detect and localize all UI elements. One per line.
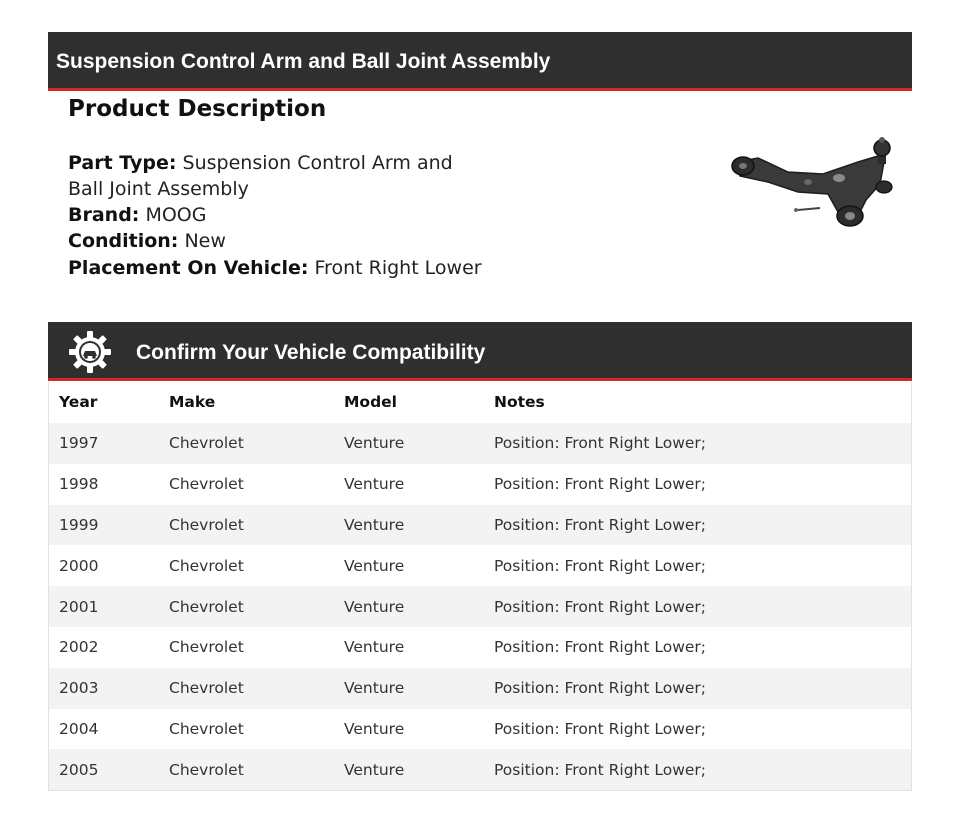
- column-header-model: Model: [344, 393, 397, 411]
- cell-year: 2003: [59, 679, 99, 698]
- cell-make: Chevrolet: [169, 556, 244, 575]
- cell-model: Venture: [344, 719, 405, 738]
- column-header-year: Year: [59, 393, 98, 411]
- cell-year: 2005: [59, 760, 99, 779]
- column-header-make: Make: [169, 393, 216, 411]
- cell-notes: Position: Front Right Lower;: [494, 679, 707, 698]
- condition-value: New: [184, 230, 226, 252]
- cell-model: Venture: [344, 556, 405, 575]
- cell-make: Chevrolet: [169, 515, 244, 534]
- cell-year: 2002: [59, 638, 99, 657]
- table-row: [49, 627, 912, 668]
- cell-year: 2000: [59, 556, 99, 575]
- brand-label: Brand:: [68, 204, 140, 226]
- placement-label: Placement On Vehicle:: [68, 257, 309, 279]
- cell-make: Chevrolet: [169, 597, 244, 616]
- condition-label: Condition:: [68, 230, 179, 252]
- table-row: [49, 545, 912, 586]
- part-type-value-cont: Ball Joint Assembly: [68, 178, 249, 200]
- control-arm-image: [728, 132, 908, 234]
- table-row: [49, 668, 912, 709]
- condition-line: [68, 228, 226, 254]
- cell-year: 2001: [59, 597, 99, 616]
- table-row: [49, 749, 912, 790]
- cell-notes: Position: Front Right Lower;: [494, 515, 707, 534]
- compatibility-title: Confirm Your Vehicle Compatibility: [136, 341, 486, 364]
- placement-line: [68, 255, 482, 281]
- page-title: Suspension Control Arm and Ball Joint Assembly: [56, 50, 551, 73]
- table-row: [49, 586, 912, 627]
- cell-make: Chevrolet: [169, 475, 244, 494]
- cell-model: Venture: [344, 760, 405, 779]
- placement-value: Front Right Lower: [314, 257, 482, 279]
- part-type-value: Suspension Control Arm and: [182, 152, 453, 174]
- cell-model: Venture: [344, 475, 405, 494]
- table-row: [49, 464, 912, 505]
- cell-year: 2004: [59, 719, 99, 738]
- cell-notes: Position: Front Right Lower;: [494, 719, 707, 738]
- cell-notes: Position: Front Right Lower;: [494, 638, 707, 657]
- cell-year: 1999: [59, 515, 99, 534]
- cell-model: Venture: [344, 597, 405, 616]
- cell-model: Venture: [344, 434, 405, 453]
- gear-car-icon: [68, 330, 112, 374]
- brand-line: [68, 202, 206, 228]
- title-bar: [48, 32, 912, 91]
- cell-notes: Position: Front Right Lower;: [494, 556, 707, 575]
- table-header-row: [49, 381, 912, 423]
- cell-make: Chevrolet: [169, 679, 244, 698]
- compatibility-table: [48, 381, 912, 791]
- cell-model: Venture: [344, 515, 405, 534]
- cell-make: Chevrolet: [169, 760, 244, 779]
- cell-make: Chevrolet: [169, 434, 244, 453]
- table-row: [49, 505, 912, 546]
- cell-year: 1998: [59, 475, 99, 494]
- part-type-line-2: [68, 176, 249, 202]
- cell-notes: Position: Front Right Lower;: [494, 434, 707, 453]
- cell-notes: Position: Front Right Lower;: [494, 760, 707, 779]
- compatibility-bar: [48, 322, 912, 381]
- description-heading: Product Description: [68, 96, 327, 122]
- cell-make: Chevrolet: [169, 719, 244, 738]
- cell-model: Venture: [344, 679, 405, 698]
- table-row: [49, 709, 912, 750]
- cell-notes: Position: Front Right Lower;: [494, 597, 707, 616]
- cell-model: Venture: [344, 638, 405, 657]
- cell-make: Chevrolet: [169, 638, 244, 657]
- cell-notes: Position: Front Right Lower;: [494, 475, 707, 494]
- part-type-label: Part Type:: [68, 152, 177, 174]
- cell-year: 1997: [59, 434, 99, 453]
- column-header-notes: Notes: [494, 393, 545, 411]
- brand-value: MOOG: [145, 204, 207, 226]
- part-type-line: [68, 150, 453, 176]
- table-row: [49, 423, 912, 464]
